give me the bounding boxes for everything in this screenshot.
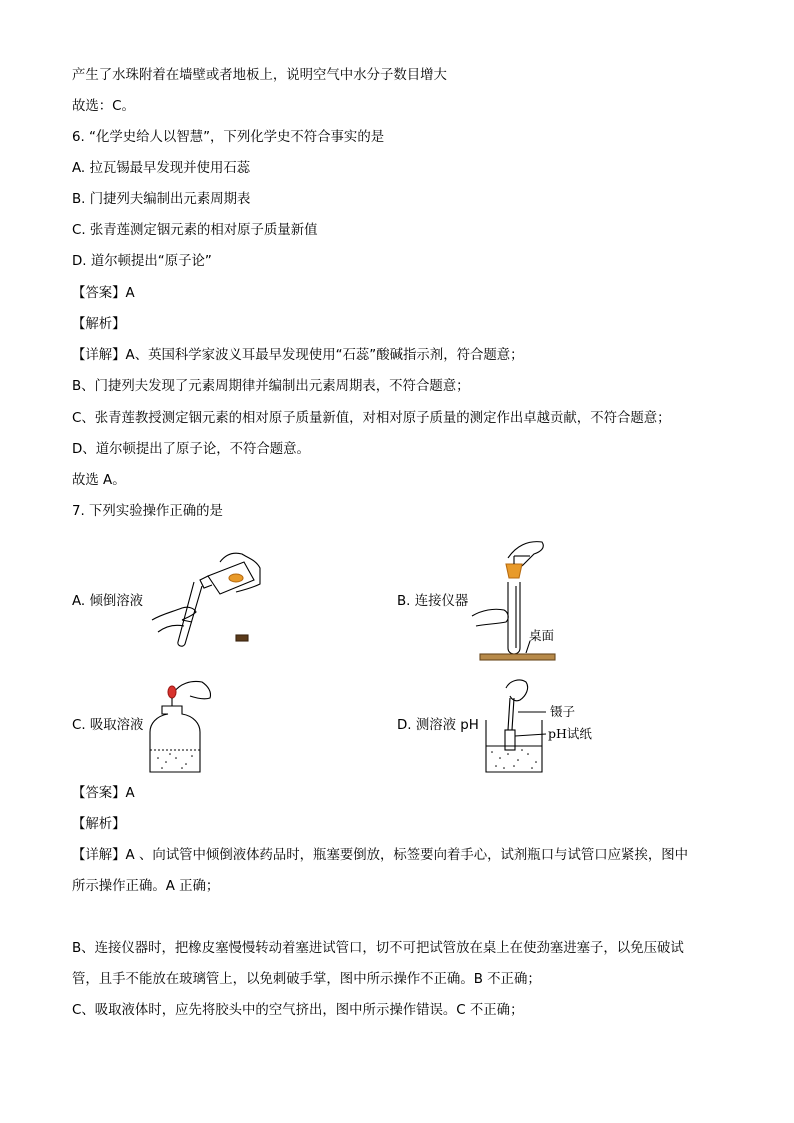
q6-answer: 【答案】A: [72, 286, 135, 301]
q7-analysis-heading: 【解析】: [72, 817, 126, 832]
q7-option-b-label: B. 连接仪器: [397, 594, 469, 609]
q6-option-a: A. 拉瓦锡最早发现并使用石蕊: [72, 161, 251, 176]
q6-detail: B、门捷列夫发现了元素周期律并编制出元素周期表，不符合题意；: [72, 379, 470, 394]
q6-detail: C、张青莲教授测定铟元素的相对原子质量新值，对相对原子质量的测定作出卓越贡献，不符合题意；: [72, 411, 671, 426]
q7-option-a-label: A. 倾倒溶液: [72, 594, 143, 609]
q7-option-d-label: D. 测溶液 pH: [397, 718, 479, 733]
q7-answer: 【答案】A: [72, 786, 135, 801]
tweezers-label: 镊子: [550, 704, 576, 719]
question-6-stem: 6. “化学史给人以智慧”，下列化学史不符合事实的是: [72, 130, 385, 145]
desk-label: 桌面: [529, 628, 555, 643]
q7-detail: C、吸取液体时，应先将胶头中的空气挤出，图中所示操作错误。C 不正确；: [72, 1003, 524, 1018]
q6-option-c: C. 张青莲测定铟元素的相对原子质量新值: [72, 223, 318, 238]
q7-detail: 管，且手不能放在玻璃管上，以免刺破手掌，图中所示操作不正确。B 不正确；: [72, 972, 541, 987]
q7-detail: B、连接仪器时，把橡皮塞慢慢转动着塞进试管口，切不可把试管放在桌上在使劲塞进塞子，以免压破试: [72, 941, 684, 956]
q6-analysis-heading: 【解析】: [72, 317, 126, 332]
q6-detail: 【详解】A、英国科学家波义耳最早发现使用“石蕊”酸碱指示剂，符合题意；: [72, 348, 524, 363]
ph-paper-label: pH试纸: [548, 726, 592, 741]
q7-detail: 所示操作正确。A 正确；: [72, 879, 220, 894]
figure-drawing-liquid: [146, 676, 226, 776]
q6-detail: D、道尔顿提出了原子论，不符合题意。: [72, 442, 310, 457]
q6-option-b: B. 门捷列夫编制出元素周期表: [72, 192, 251, 207]
text-line: 产生了水珠附着在墙壁或者地板上，说明空气中水分子数目增大: [72, 68, 447, 83]
q7-detail: 【详解】A 、向试管中倾倒液体药品时，瓶塞要倒放，标签要向着手心，试剂瓶口与试管口应紧挨，图中: [72, 848, 688, 863]
figure-pouring-liquid: [148, 550, 268, 650]
q6-choice: 故选 A。: [72, 473, 126, 488]
q6-option-d: D. 道尔顿提出“原子论”: [72, 254, 212, 269]
figure-connecting-apparatus: [470, 536, 570, 671]
question-7-stem: 7. 下列实验操作正确的是: [72, 504, 223, 519]
figure-measuring-ph: [484, 676, 614, 776]
q7-option-c-label: C. 吸取溶液: [72, 718, 144, 733]
text-line: 故选：C。: [72, 99, 135, 114]
